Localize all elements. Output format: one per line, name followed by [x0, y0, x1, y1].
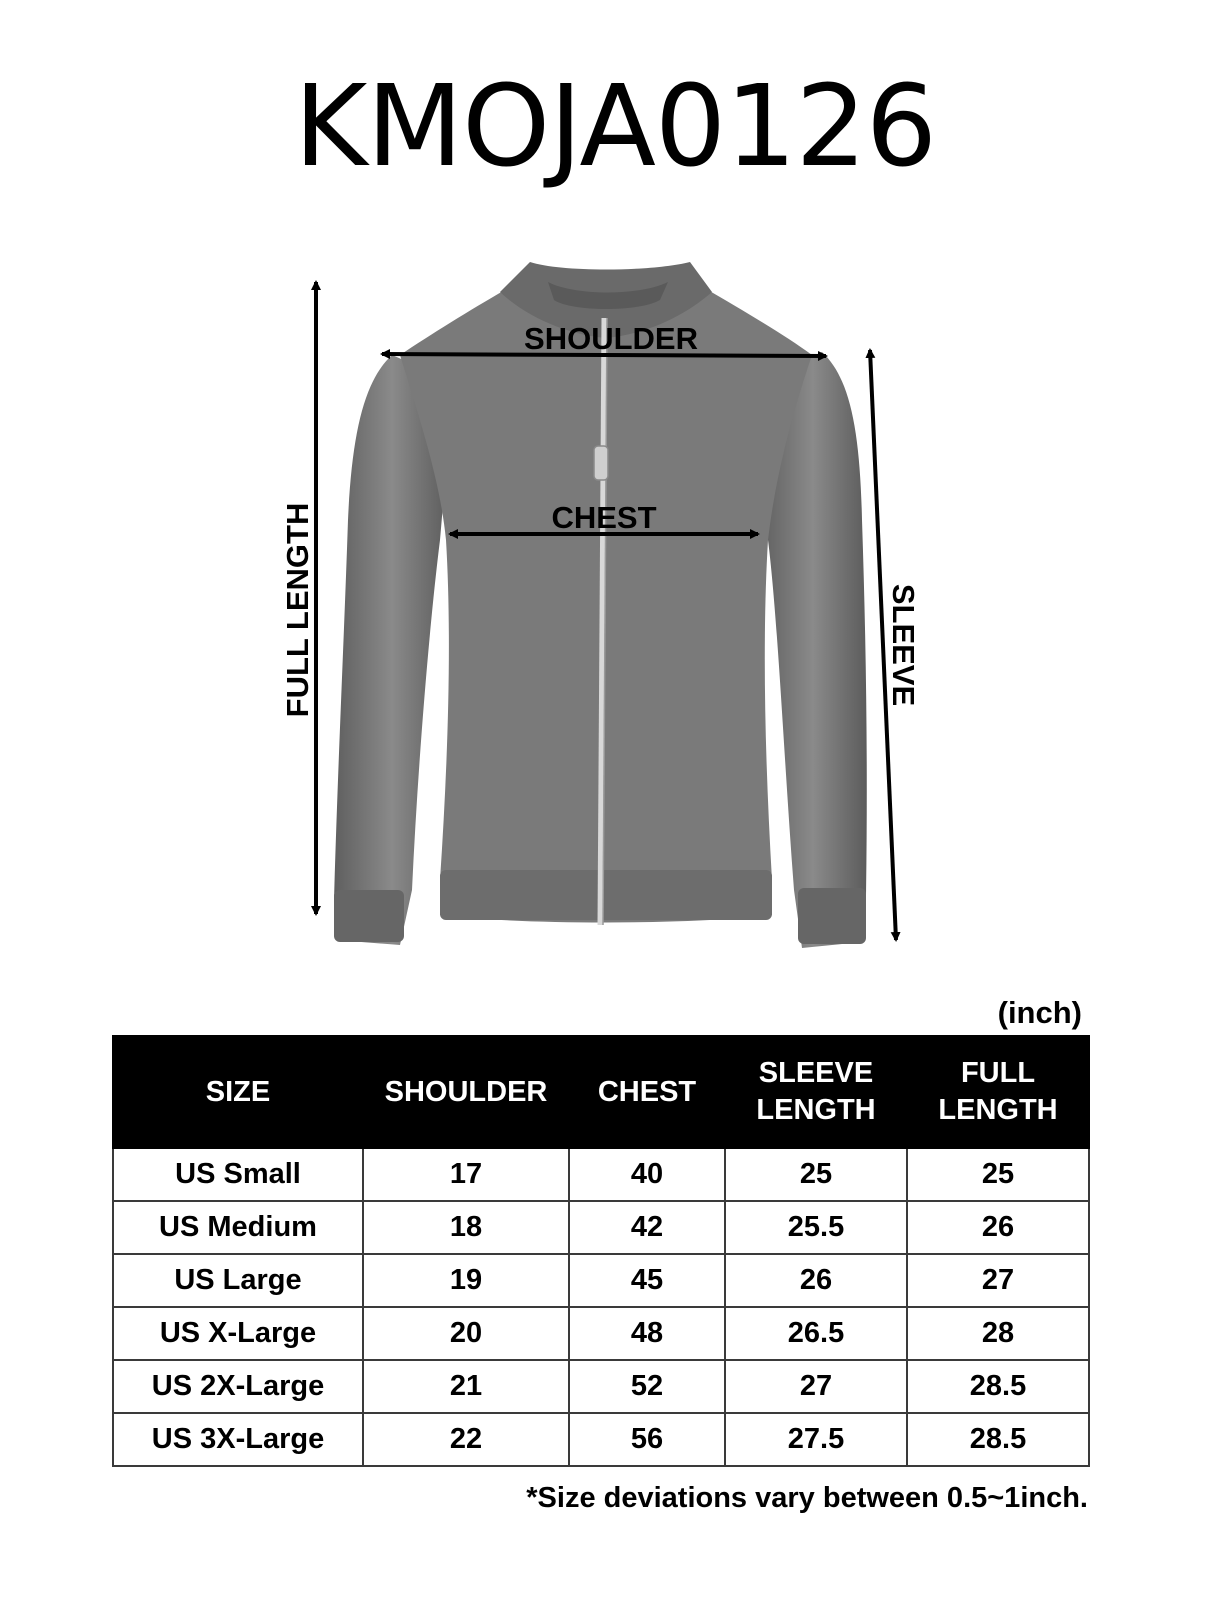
header-sleeve-length: [725, 1036, 907, 1148]
header-full-line-2: LENGTH: [938, 1094, 1058, 1126]
zipper-pull: [594, 446, 608, 480]
shoulder-cell: 20: [363, 1307, 569, 1360]
header-full-length: [907, 1036, 1089, 1148]
header-chest: CHEST: [569, 1036, 725, 1148]
size-cell: US Large: [113, 1254, 363, 1307]
full-length-cell: 25: [907, 1148, 1089, 1201]
sleeve-label: SLEEVE: [886, 583, 921, 707]
left-cuff: [334, 890, 404, 942]
sleeve-cell: 25: [725, 1148, 907, 1201]
header-shoulder: SHOULDER: [363, 1036, 569, 1148]
sleeve-cell: 26: [725, 1254, 907, 1307]
table-row: [113, 1360, 1089, 1413]
chest-cell: 48: [569, 1307, 725, 1360]
size-deviation-note: *Size deviations vary between 0.5~1inch.: [526, 1482, 1088, 1514]
shoulder-cell: 22: [363, 1413, 569, 1466]
shoulder-label: SHOULDER: [524, 321, 698, 356]
chest-cell: 40: [569, 1148, 725, 1201]
chest-label: CHEST: [551, 500, 657, 535]
full-length-cell: 26: [907, 1201, 1089, 1254]
size-cell: US 3X-Large: [113, 1413, 363, 1466]
right-cuff: [798, 888, 866, 944]
header-sleeve-line-2: LENGTH: [756, 1094, 876, 1126]
size-cell: US Small: [113, 1148, 363, 1201]
size-cell: US 2X-Large: [113, 1360, 363, 1413]
table-row: [113, 1307, 1089, 1360]
full-length-cell: 28.5: [907, 1360, 1089, 1413]
table-row: [113, 1201, 1089, 1254]
size-chart-table: [112, 1035, 1090, 1467]
size-cell: US X-Large: [113, 1307, 363, 1360]
sleeve-cell: 25.5: [725, 1201, 907, 1254]
table-row: [113, 1148, 1089, 1201]
sleeve-cell: 27.5: [725, 1413, 907, 1466]
chest-cell: 45: [569, 1254, 725, 1307]
full-length-label: FULL LENGTH: [280, 502, 315, 718]
shoulder-cell: 17: [363, 1148, 569, 1201]
full-length-cell: 28.5: [907, 1413, 1089, 1466]
full-length-cell: 27: [907, 1254, 1089, 1307]
header-full-line-1: FULL: [960, 1057, 1036, 1089]
jacket-illustration: [334, 262, 867, 948]
unit-label: (inch): [997, 995, 1082, 1030]
sleeve-cell: 26.5: [725, 1307, 907, 1360]
chest-cell: 56: [569, 1413, 725, 1466]
product-code-title: KMOJA0126: [294, 62, 936, 192]
hem-band: [440, 870, 772, 920]
header-size: SIZE: [113, 1036, 363, 1148]
shoulder-cell: 18: [363, 1201, 569, 1254]
chest-cell: 42: [569, 1201, 725, 1254]
sleeve-cell: 27: [725, 1360, 907, 1413]
table-row: [113, 1413, 1089, 1466]
header-sleeve-line-1: SLEEVE: [758, 1057, 874, 1089]
table-row: [113, 1254, 1089, 1307]
shoulder-cell: 19: [363, 1254, 569, 1307]
size-cell: US Medium: [113, 1201, 363, 1254]
table-header-row: [113, 1036, 1089, 1148]
shoulder-cell: 21: [363, 1360, 569, 1413]
chest-cell: 52: [569, 1360, 725, 1413]
full-length-cell: 28: [907, 1307, 1089, 1360]
